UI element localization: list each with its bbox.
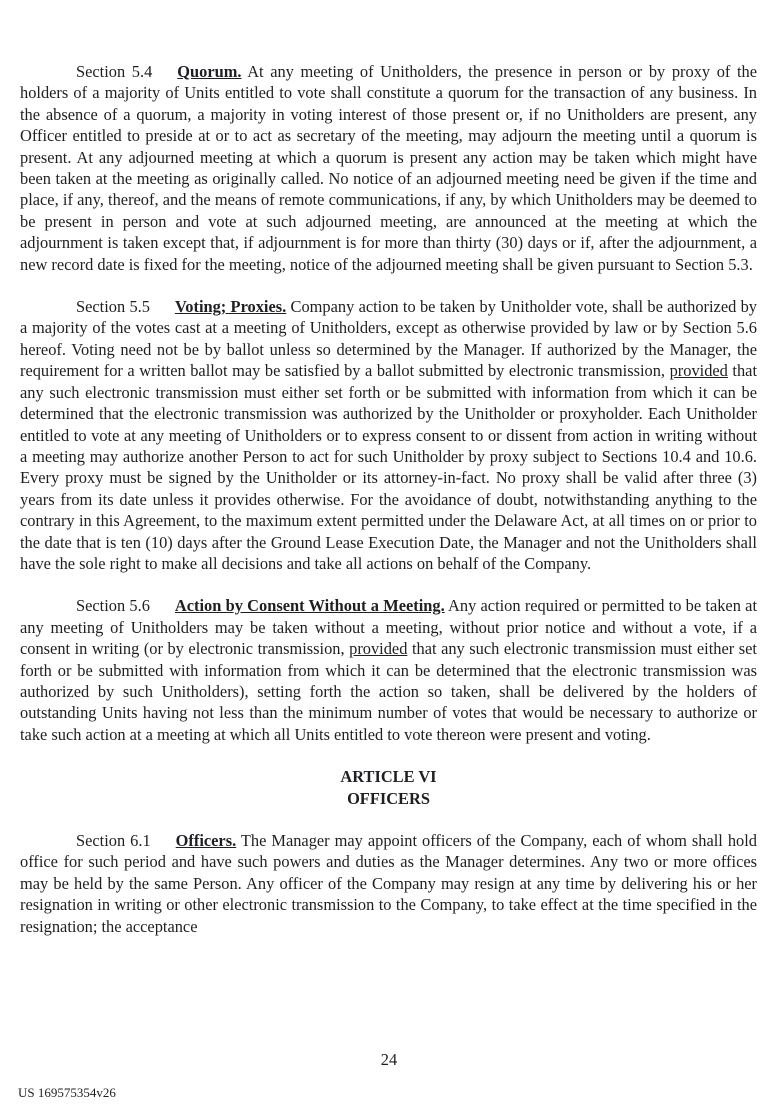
section-6-1-heading: Officers.: [175, 831, 237, 850]
article-number: ARTICLE VI: [340, 767, 437, 787]
page-number: 24: [380, 1050, 398, 1069]
section-5-5-body-pre: Company action to be taken by Unitholder vote, shall be authorized by a majority of the votes cast at a meeting of Unitholders, except as otherwise provided by law or by Section 5.6 hereof. Voting need not be by ballot unless so determined by the Manager. If authorized by the Manager, the requirement for a written ballot may be satisfied by a ballot submitted by electronic transmission,: [20, 297, 757, 381]
section-5-6-heading: Action by Consent Without a Meeting.: [174, 596, 445, 616]
section-5-6-body-post: that any such electronic transmission must either set forth or be submitted with information from which it can be determined that the electronic transmission was authorized by such Unitholders), setting forth the action so taken, shall be delivered by the holders of outstanding Units having not less than the minimum number of votes that would be necessary to authorize or take such action at a meeting at which all Units entitled to vote thereon were present and voting.: [20, 639, 757, 744]
underlined-term-provided: provided: [349, 639, 408, 659]
article-vi-heading: [20, 766, 757, 809]
section-5-6-body-pre: Any action required or permitted to be taken at any meeting of Unitholders may be taken without a meeting, without prior notice and without a vote, if a consent in writing (or by electronic transmission,: [20, 596, 757, 659]
section-5-6-label: Section 5.6: [76, 596, 150, 616]
section-5-5-body-post: that any such electronic transmission must either set forth or be submitted with information from which it can be determined that the electronic transmission was authorized by the Unitholder or proxyholder. Each Unitholder entitled to vote at any meeting of Unitholders or to express consent to or dissent from action in writing without a meeting may authorize another Person to act for such Unitholder by proxy subject to Sections 10.4 and 10.6. Every proxy must be signed by the Unitholder or its attorney-in-fact. No proxy shall be valid after three (3) years from its date unless it provides otherwise. For the avoidance of doubt, notwithstanding anything to the contrary in this Agreement, to the maximum extent permitted under the Delaware Act, at all times on or prior to the date that is ten (10) days after the Ground Lease Execution Date, the Manager and not the Unitholders shall have the sole right to make all decisions and take all actions on behalf of the Company.: [20, 361, 757, 573]
section-5-4-paragraph: [20, 61, 757, 275]
section-5-5-heading: Voting; Proxies.: [174, 297, 287, 317]
article-title: OFFICERS: [347, 788, 430, 808]
section-6-1-label: Section 6.1: [76, 831, 151, 850]
section-5-5-label: Section 5.5: [76, 297, 150, 317]
section-6-1-paragraph: [20, 830, 757, 937]
section-5-4-heading: Quorum.: [177, 62, 242, 81]
document-body: [20, 61, 757, 958]
section-5-5-paragraph: [20, 296, 757, 574]
document-version-stamp: US 169575354v26: [18, 1085, 116, 1100]
underlined-term-provided: provided: [669, 361, 728, 381]
section-5-4-label: Section 5.4: [76, 62, 153, 81]
section-6-1-body: The Manager may appoint officers of the Company, each of whom shall hold office for such period and have such powers and duties as the Manager determines. Any two or more offices may be held by the same Person. Any officer of the Company may resign at any time by delivering his or her resignation in writing or other electronic transmission to the Company, to take effect at the time specified in the resignation; the acceptance: [20, 831, 757, 936]
section-5-4-body: At any meeting of Unitholders, the presence in person or by proxy of the holders of a majority of Units entitled to vote shall constitute a quorum for the transaction of any business. In the absence of a quorum, a majority in voting interest of those present or, if no Unitholders are present, any Officer entitled to preside at or to act as secretary of the meeting, may adjourn the meeting until a quorum is present. At any adjourned meeting at which a quorum is present any action may be taken which might have been taken at the meeting as originally called. No notice of an adjourned meeting need be given if the time and place, if any, thereof, and the means of remote communications, if any, by which Unitholders may be deemed to be present in person and vote at such adjourned meeting, are announced at the meeting at which the adjournment is taken except that, if adjournment is for more than thirty (30) days or if, after the adjournment, a new record date is fixed for the meeting, notice of the adjourned meeting shall be given pursuant to Section 5.3.: [20, 62, 757, 274]
section-5-6-paragraph: [20, 595, 757, 745]
